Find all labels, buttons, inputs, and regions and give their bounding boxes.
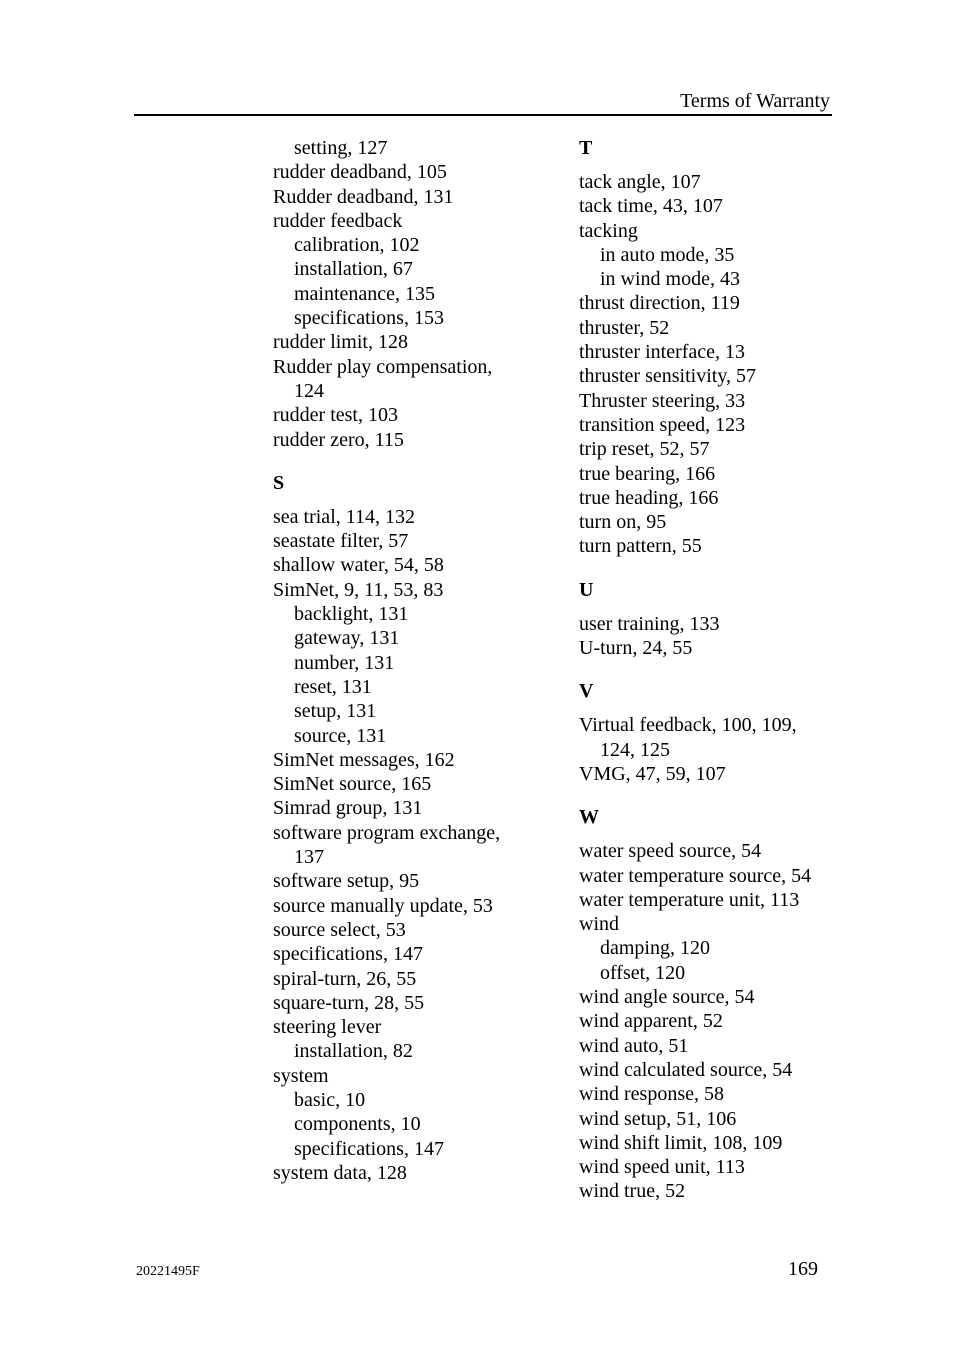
index-entry: transition speed, 123: [579, 413, 746, 436]
index-entry: wind auto, 51: [579, 1034, 689, 1057]
index-column-right: [579, 136, 839, 1204]
index-entry: true bearing, 166: [579, 462, 716, 485]
index-entry: system data, 128: [273, 1161, 407, 1184]
index-entry: wind apparent, 52: [579, 1010, 723, 1033]
index-subentry: number, 131: [294, 651, 395, 674]
index-entry: rudder deadband, 105: [273, 161, 447, 184]
index-entry: Rudder deadband, 131: [273, 185, 454, 208]
index-entry: wind setup, 51, 106: [579, 1107, 737, 1130]
index-entry: tack angle, 107: [579, 171, 701, 193]
index-entry: [273, 355, 543, 404]
index-entry: true heading, 166: [579, 486, 719, 509]
index-entry: Thruster steering, 33: [579, 389, 746, 412]
index-subentry: damping, 120: [600, 937, 710, 960]
index-entry: wind: [579, 913, 619, 936]
index-subentry: reset, 131: [294, 675, 372, 698]
index-entry: tacking: [579, 219, 638, 242]
index-letter-heading: S: [273, 471, 285, 494]
index-entry: wind speed unit, 113: [579, 1156, 745, 1179]
index-subentry: specifications, 147: [294, 1137, 444, 1160]
index-subentry: maintenance, 135: [294, 282, 436, 305]
index-entry-continuation: 124, 125: [600, 738, 670, 761]
running-header: Terms of Warranty: [680, 90, 830, 112]
index-entry: source select, 53: [273, 918, 406, 941]
document-code: 20221495F: [136, 1264, 200, 1279]
index-subentry: setup, 131: [294, 700, 377, 723]
index-entry-continuation: 124: [294, 379, 324, 402]
index-entry: [579, 713, 839, 762]
index-entry: shallow water, 54, 58: [273, 554, 444, 577]
index-entry: SimNet, 9, 11, 53, 83: [273, 578, 444, 601]
index-entry: rudder feedback: [273, 209, 403, 232]
index-entry: system: [273, 1064, 329, 1087]
index-letter-heading: V: [579, 680, 594, 703]
index-entry: SimNet source, 165: [273, 773, 432, 796]
index-subentry: basic, 10: [294, 1088, 366, 1111]
index-entry: trip reset, 52, 57: [579, 438, 710, 461]
index-subentry: source, 131: [294, 724, 387, 747]
index-entry: water temperature source, 54: [579, 864, 812, 887]
index-entry-text: Virtual feedback, 100, 109,: [579, 714, 797, 737]
index-subentry: setting, 127: [294, 137, 388, 159]
index-entry: spiral-turn, 26, 55: [273, 967, 417, 990]
index-entry: thrust direction, 119: [579, 292, 740, 315]
index-subentry: calibration, 102: [294, 234, 420, 257]
index-entry: water speed source, 54: [579, 840, 762, 863]
index-entry: Simrad group, 131: [273, 797, 423, 820]
index-entry: tack time, 43, 107: [579, 195, 723, 218]
index-subentry: specifications, 153: [294, 307, 444, 330]
index-entry: rudder limit, 128: [273, 331, 408, 354]
index-entry: wind calculated source, 54: [579, 1058, 793, 1081]
index-entry: sea trial, 114, 132: [273, 505, 416, 528]
index-entry: turn on, 95: [579, 511, 667, 534]
index-subentry: offset, 120: [600, 961, 686, 984]
index-subentry: components, 10: [294, 1113, 421, 1136]
index-entry: user training, 133: [579, 612, 720, 635]
index-entry: wind shift limit, 108, 109: [579, 1131, 783, 1154]
index-entry: thruster interface, 13: [579, 341, 746, 364]
index-entry: software setup, 95: [273, 870, 420, 893]
index-entry: thruster sensitivity, 57: [579, 365, 757, 388]
page-number: 169: [788, 1258, 818, 1280]
index-entry: SimNet messages, 162: [273, 748, 455, 771]
index-entry: rudder zero, 115: [273, 428, 404, 451]
index-entry: turn pattern, 55: [579, 535, 702, 558]
index-entry-text: Rudder play compensation,: [273, 355, 493, 378]
index-entry: wind angle source, 54: [579, 986, 755, 1009]
index-entry: VMG, 47, 59, 107: [579, 762, 726, 785]
index-entry: thruster, 52: [579, 316, 670, 339]
index-entry: U-turn, 24, 55: [579, 637, 693, 660]
index-subentry: installation, 82: [294, 1040, 413, 1063]
index-subentry: in wind mode, 43: [600, 268, 740, 291]
index-entry: seastate filter, 57: [273, 530, 409, 553]
index-entry: steering lever: [273, 1016, 382, 1039]
index-subentry: gateway, 131: [294, 627, 400, 650]
index-entry: source manually update, 53: [273, 894, 493, 917]
index-entry: rudder test, 103: [273, 404, 398, 427]
index-entry: wind true, 52: [579, 1180, 686, 1203]
index-entry: square-turn, 28, 55: [273, 991, 425, 1014]
index-letter-heading: W: [579, 806, 599, 829]
index-subentry: in auto mode, 35: [600, 243, 735, 266]
index-column-left: [273, 136, 543, 1185]
index-entry: wind response, 58: [579, 1083, 724, 1106]
index-letter-heading: U: [579, 578, 594, 601]
index-letter-heading: T: [579, 137, 593, 159]
index-entry-continuation: 137: [294, 846, 324, 869]
index-entry: water temperature unit, 113: [579, 888, 800, 911]
index-subentry: backlight, 131: [294, 603, 409, 626]
index-entry: specifications, 147: [273, 943, 423, 966]
index-subentry: installation, 67: [294, 258, 413, 281]
index-entry-text: software program exchange,: [273, 821, 501, 844]
header-rule: [134, 114, 832, 116]
index-entry: [273, 821, 543, 870]
